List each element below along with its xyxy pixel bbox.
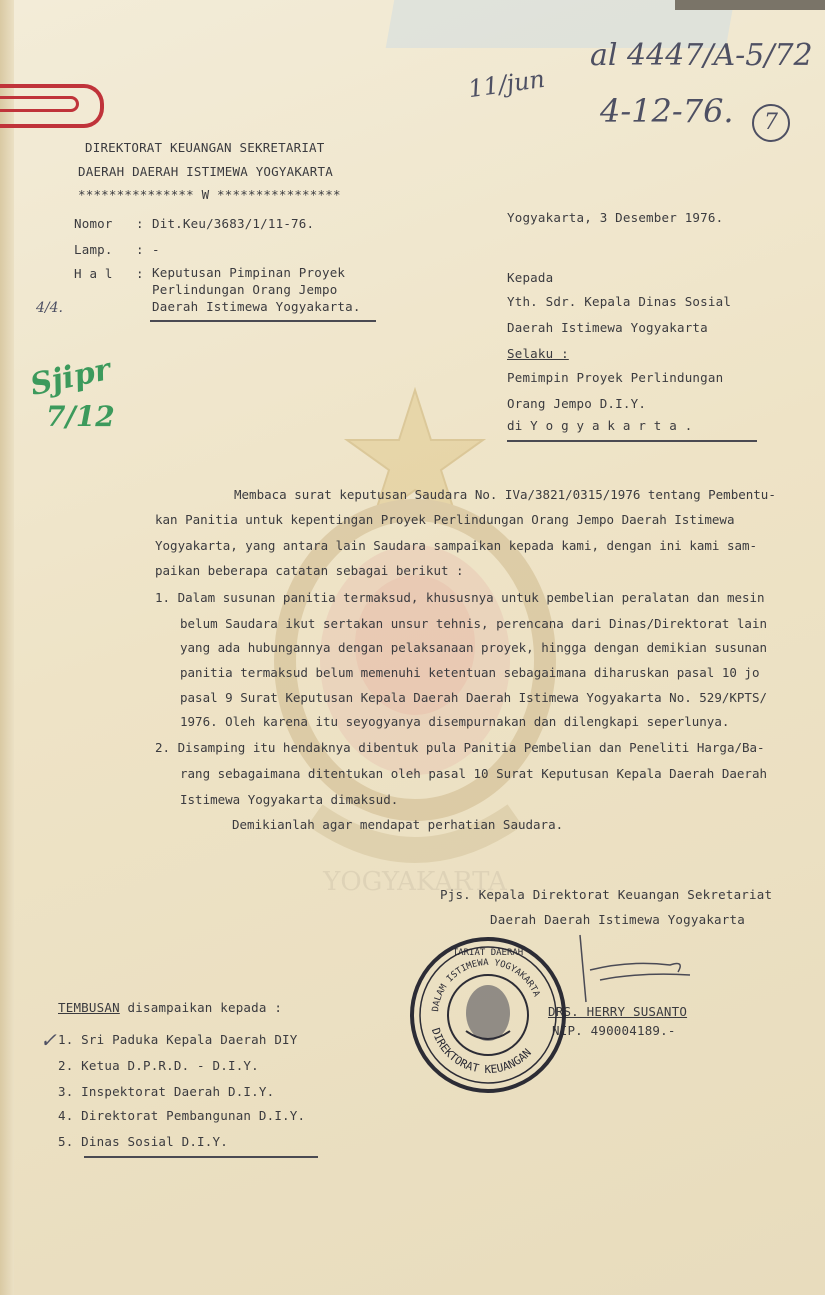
lamp-value: - (152, 242, 160, 257)
recipient-kepada: Kepada (507, 270, 554, 285)
item1-line-2: belum Saudara ikut sertakan unsur tehnis, perencana dari Dinas/Direktorat lain (180, 616, 767, 631)
paperclip-icon (0, 84, 104, 128)
background-corner (675, 0, 825, 10)
recipient-line-5: di Y o g y a k a r t a . (507, 418, 693, 433)
hal-line-1: Keputusan Pimpinan Proyek (152, 265, 346, 280)
item2-line-2: rang sebagaimana ditentukan oleh pasal 10 Surat Keputusan Kepala Daerah Daerah (180, 766, 767, 781)
letterhead-line-2: DAERAH DAERAH ISTIMEWA YOGYAKARTA (78, 164, 333, 179)
tembusan-heading-underlined: TEMBUSAN (58, 1000, 120, 1015)
recipient-underline (507, 440, 757, 442)
para1-line-3: Yogyakarta, yang antara lain Saudara sampaikan kepada kami, dengan ini kami sam- (155, 538, 758, 553)
watermark-text: YOGYAKARTA (323, 867, 507, 897)
handwritten-lamp-note: 4/4. (36, 300, 63, 316)
item1-line-6: 1976. Oleh karena itu seyogyanya disempurnakan dan dilengkapi seperlunya. (180, 714, 730, 729)
recipient-line-1: Yth. Sdr. Kepala Dinas Sosial (507, 294, 732, 309)
item1-line-5: pasal 9 Surat Keputusan Kepala Daerah Daerah Istimewa Yogyakarta No. 529/KPTS/ (180, 690, 767, 705)
hal-underline (150, 320, 376, 322)
lamp-label: Lamp. (74, 242, 113, 257)
letterhead-line-1: DIREKTORAT KEUANGAN SEKRETARIAT (85, 140, 325, 155)
handwritten-initial: 11/jun (466, 64, 547, 104)
stamp-inner-text: DALAM ISTIMEWA YOGYAKARTA (431, 957, 542, 1013)
item2-line-3: Istimewa Yogyakarta dimaksud. (180, 792, 399, 807)
recipient-line-3: Pemimpin Proyek Perlindungan (507, 370, 724, 385)
handwritten-date: 4-12-76. (600, 92, 734, 130)
tembusan-item-1: 1. Sri Paduka Kepala Daerah DIY (58, 1032, 298, 1047)
recipient-line-2: Daerah Istimewa Yogyakarta (507, 320, 708, 335)
tembusan-item-3: 3. Inspektorat Daerah D.I.Y. (58, 1084, 275, 1099)
signature-scribble (560, 930, 700, 1010)
tembusan-heading-rest: disampaikan kepada : (119, 1000, 283, 1015)
signature-line-2: Daerah Daerah Istimewa Yogyakarta (490, 912, 745, 927)
item1-line-3: yang ada hubungannya dengan pelaksanaan proyek, hingga dengan demikian susunan (180, 640, 767, 655)
nomor-colon: : (136, 216, 144, 231)
nomor-label: Nomor (74, 216, 113, 231)
tembusan-item-4: 4. Direktorat Pembangunan D.I.Y. (58, 1108, 306, 1123)
tembusan-item-2: 2. Ketua D.P.R.D. - D.I.Y. (58, 1058, 259, 1073)
hal-line-2: Perlindungan Orang Jempo (152, 282, 338, 297)
hal-colon: : (136, 266, 144, 281)
place-date: Yogyakarta, 3 Desember 1976. (507, 210, 724, 225)
signature-nip: NIP. 490004189.- (552, 1023, 676, 1038)
signature-line-1: Pjs. Kepala Direktorat Keuangan Sekretariat (440, 887, 773, 902)
tick-mark-icon: ✓ (40, 1028, 57, 1052)
tembusan-heading (58, 1000, 282, 1015)
page-edge (0, 0, 14, 1295)
official-stamp (408, 935, 568, 1095)
recipient-line-4: Orang Jempo D.I.Y. (507, 396, 647, 411)
stamp-top-text: TARIAT DAERAH (452, 948, 524, 958)
handwritten-archive-code: al 4447/A-5/72 (590, 38, 813, 73)
lamp-colon: : (136, 242, 144, 257)
handwritten-green-note-1: Sjipr (27, 351, 114, 404)
recipient-selaku: Selaku : (507, 346, 569, 361)
letterhead-divider: *************** W **************** (78, 187, 341, 202)
hal-line-3: Daerah Istimewa Yogyakarta. (152, 299, 361, 314)
para1-line-4: paikan beberapa catatan sebagai berikut : (155, 563, 464, 578)
para1-line-1: Membaca surat keputusan Saudara No. IVa/3821/0315/1976 tentang Pembentu- (234, 487, 776, 502)
tembusan-underline (84, 1156, 318, 1158)
closing-line: Demikianlah agar mendapat perhatian Saudara. (232, 817, 564, 832)
handwritten-green-note-2: 7/12 (46, 400, 115, 433)
hal-label: H a l (74, 266, 113, 281)
item2-line-1: 2. Disamping itu hendaknya dibentuk pula Panitia Pembelian dan Peneliti Harga/Ba- (155, 740, 765, 755)
nomor-value: Dit.Keu/3683/1/11-76. (152, 216, 315, 231)
tembusan-item-5: 5. Dinas Sosial D.I.Y. (58, 1134, 228, 1149)
handwritten-circle-number: 7 (752, 104, 790, 142)
stamp-outer-text: DIREKTORAT KEUANGAN (428, 1026, 534, 1077)
signature-name: DRS. HERRY SUSANTO (548, 1004, 688, 1019)
item1-line-4: panitia termaksud belum memenuhi ketentuan sebagaimana diharuskan pasal 10 jo (180, 665, 760, 680)
para1-line-2: kan Panitia untuk kepentingan Proyek Perlindungan Orang Jempo Daerah Istimewa (155, 512, 735, 527)
item1-line-1: 1. Dalam susunan panitia termaksud, khususnya untuk pembelian peralatan dan mesin (155, 590, 765, 605)
